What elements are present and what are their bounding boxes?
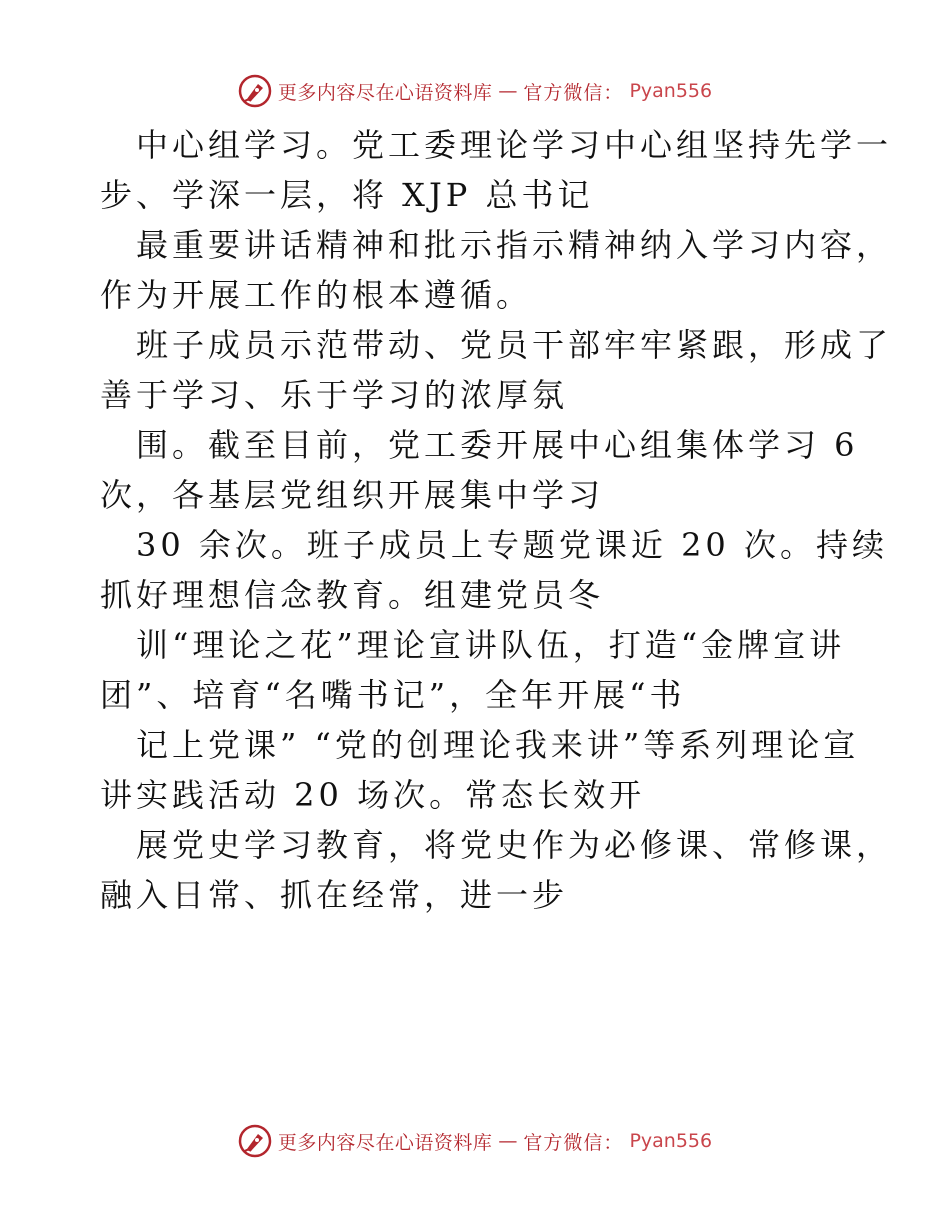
- body-paragraph: [100, 120, 893, 920]
- watermark-wechat-label: 官方微信：: [523, 1131, 624, 1154]
- footer-watermark: [0, 1124, 950, 1158]
- text-line: 30 余次。班子成员上专题党课近 20 次。持续: [136, 526, 888, 564]
- watermark-dash: —: [498, 80, 518, 102]
- text-line: 中心组学习。党工委理论学习中心组坚持先学一: [136, 126, 893, 164]
- pen-nib-logo-icon: [238, 74, 272, 108]
- text-line: 最重要讲话精神和批示指示精神纳入学习内容，: [136, 226, 893, 264]
- text-line: 训“理论之花”理论宣讲队伍，打造“金牌宣讲: [136, 626, 846, 664]
- watermark-site-text: 更多内容尽在心语资料库: [277, 1131, 493, 1154]
- text-line: 记上党课” “党的创理论我来讲”等系列理论宣: [136, 726, 860, 764]
- text-line: 作为开展工作的根本遵循。: [100, 276, 533, 314]
- text-line: 班子成员示范带动、党员干部牢牢紧跟，形成了: [136, 326, 893, 364]
- pen-nib-logo-icon: [238, 1124, 272, 1158]
- text-line: 展党史学习教育，将党史作为必修课、常修课，: [136, 826, 893, 864]
- watermark-dash: —: [498, 1130, 518, 1152]
- text-line: 善于学习、乐于学习的浓厚氛: [100, 376, 569, 414]
- text-line: 步、学深一层，将 XJP 总书记: [100, 176, 594, 214]
- text-line: 次，各基层党组织开展集中学习: [100, 476, 605, 514]
- text-line: 讲实践活动 20 场次。常态长效开: [100, 776, 646, 814]
- text-line: 抓好理想信念教育。组建党员冬: [100, 576, 605, 614]
- text-line: 团”、培育“名嘴书记”，全年开展“书: [100, 676, 686, 714]
- watermark-wechat-id: Pyan556: [629, 80, 713, 102]
- header-watermark: [0, 74, 950, 108]
- watermark-wechat-id: Pyan556: [629, 1130, 713, 1152]
- watermark-wechat-label: 官方微信：: [523, 81, 624, 104]
- watermark-site-text: 更多内容尽在心语资料库: [277, 81, 493, 104]
- document-body: [100, 120, 893, 920]
- text-line: 融入日常、抓在经常，进一步: [100, 876, 569, 914]
- text-line: 围。截至目前，党工委开展中心组集体学习 6: [136, 426, 859, 464]
